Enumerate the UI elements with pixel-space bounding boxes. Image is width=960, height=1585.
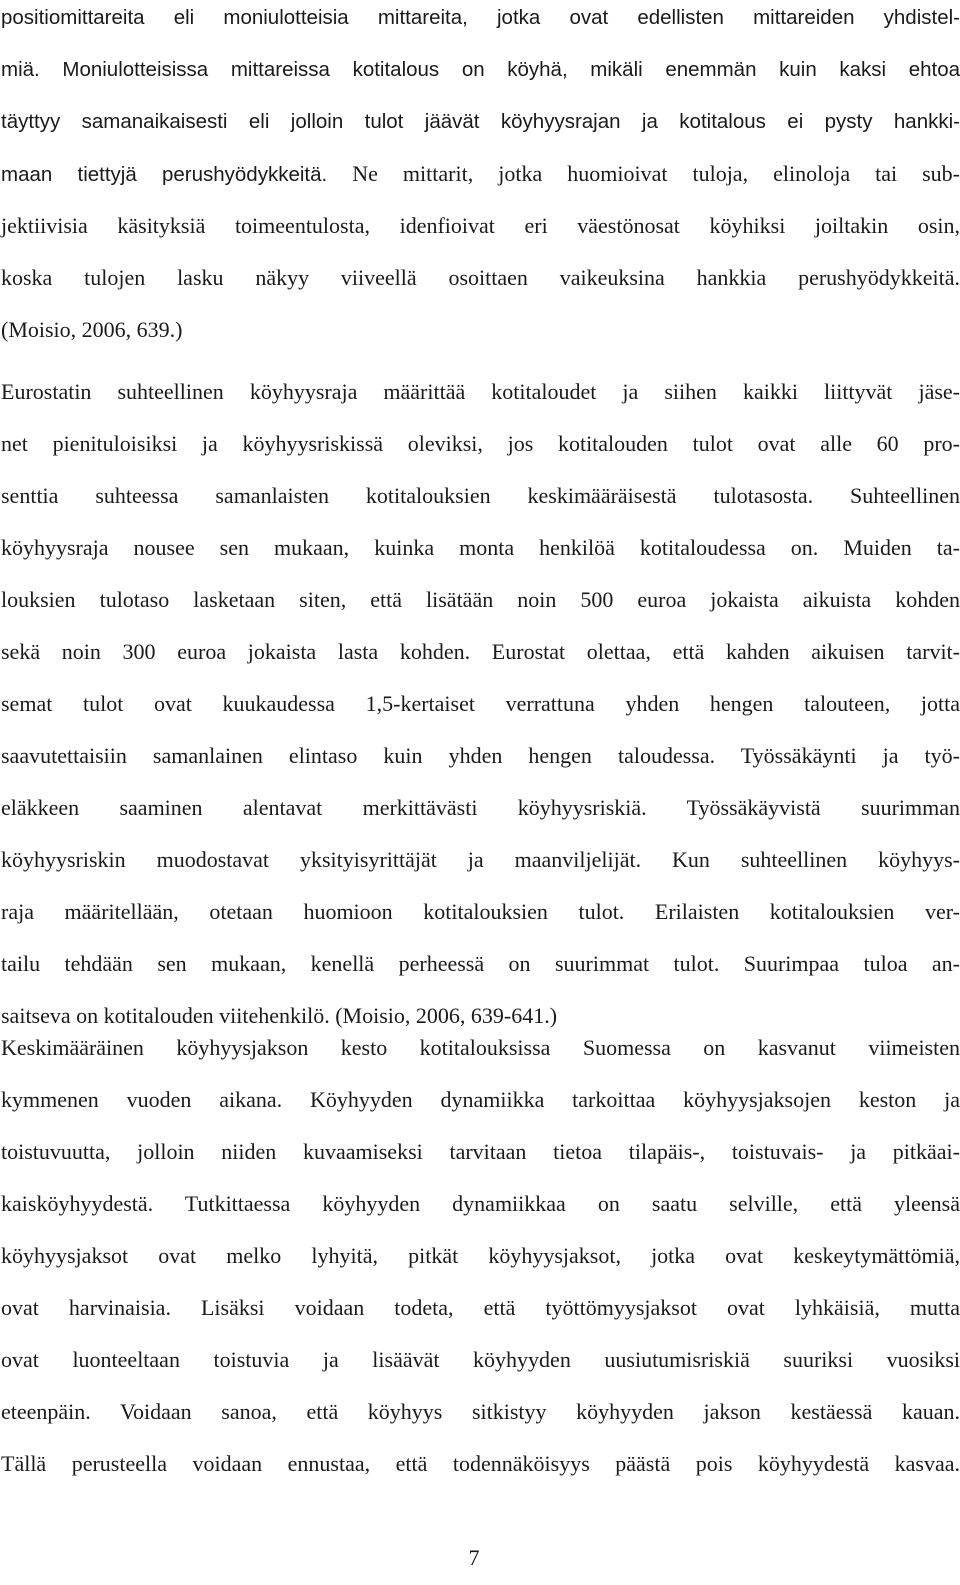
text-line: miä. Moniulotteisissa mittareissa kotitalous on köyhä, mikäli enemmän kuin kaksi ehtoa xyxy=(1,58,960,81)
text-line: saitseva on kotitalouden viitehenkilö. (Moisio, 2006, 639-641.) xyxy=(1,1003,558,1028)
text-line: köyhyysriskin muodostavat yksityisyrittäjät ja maanviljelijät. Kun suhteellinen köyhyys- xyxy=(1,847,960,872)
text-line: (Moisio, 2006, 639.) xyxy=(1,317,183,342)
text-line xyxy=(0,156,960,208)
text-run: maan tiettyjä perushyödykkeitä. xyxy=(1,163,328,186)
text-line: köyhyysjaksot ovat melko lyhyitä, pitkät köyhyysjaksot, jotka ovat keskeytymättömiä, xyxy=(1,1243,960,1268)
paragraph-3 xyxy=(0,1030,960,1498)
text-line: Eurostatin suhteellinen köyhyysraja määrittää kotitaloudet ja siihen kaikki liittyvät jäse- xyxy=(1,379,960,404)
text-line: sekä noin 300 euroa jokaista lasta kohden. Eurostat olettaa, että kahden aikuisen tarvit- xyxy=(1,639,960,664)
page-number: 7 xyxy=(468,1545,480,1570)
text-line: kymmenen vuoden aikana. Köyhyyden dynamiikka tarkoittaa köyhyysjaksojen keston ja xyxy=(1,1087,960,1112)
text-line: eteenpäin. Voidaan sanoa, että köyhyys sitkistyy köyhyyden jakson kestäessä kauan. xyxy=(1,1399,960,1424)
text-line: ovat harvinaisia. Lisäksi voidaan todeta, että työttömyysjaksot ovat lyhkäisiä, mutta xyxy=(1,1295,960,1320)
text-line: jektiivisia käsityksiä toimeentulosta, idenfioivat eri väestönosat köyhiksi joiltakin osin, xyxy=(1,213,960,238)
text-line: net pienituloisiksi ja köyhyysriskissä oleviksi, jos kotitalouden tulot ovat alle 60 pro- xyxy=(1,431,960,456)
paragraph-2 xyxy=(0,374,960,1050)
paragraph-1 xyxy=(0,0,960,364)
text-line: tailu tehdään sen mukaan, kenellä perheessä on suurimmat tulot. Suurimpaa tuloa an- xyxy=(1,951,960,976)
text-line: louksien tulotaso lasketaan siten, että lisätään noin 500 euroa jokaista aikuista kohden xyxy=(1,587,960,612)
text-line: raja määritellään, otetaan huomioon kotitalouksien tulot. Erilaisten kotitalouksien ver- xyxy=(1,899,960,924)
text-line: Keskimääräinen köyhyysjakson kesto kotitalouksissa Suomessa on kasvanut viimeisten xyxy=(1,1035,960,1060)
text-line: ovat luonteeltaan toistuvia ja lisäävät köyhyyden uusiutumisriskiä suuriksi vuosiksi xyxy=(1,1347,960,1372)
text-line: saavutettaisiin samanlainen elintaso kuin yhden hengen taloudessa. Työssäkäynti ja työ- xyxy=(1,743,960,768)
text-line: täyttyy samanaikaisesti eli jolloin tulot jäävät köyhyysrajan ja kotitalous ei pysty hankki- xyxy=(1,110,960,133)
text-line: kaisköyhyydestä. Tutkittaessa köyhyyden dynamiikkaa on saatu selville, että yleensä xyxy=(1,1191,960,1216)
text-line: köyhyysraja nousee sen mukaan, kuinka monta henkilöä kotitaloudessa on. Muiden ta- xyxy=(1,535,960,560)
text-line: Tällä perusteella voidaan ennustaa, että todennäköisyys päästä pois köyhyydestä kasvaa. xyxy=(1,1451,960,1476)
text-line: eläkkeen saaminen alentavat merkittävästi köyhyysriskiä. Työssäkäyvistä suurimman xyxy=(1,795,960,820)
text-line: positiomittareita eli moniulotteisia mittareita, jotka ovat edellisten mittareiden yhdistel- xyxy=(1,6,960,29)
text-line: senttia suhteessa samanlaisten kotitalouksien keskimääräisestä tulotasosta. Suhteellinen xyxy=(1,483,960,508)
text-run: Ne mittarit, jotka huomioivat tuloja, elinoloja tai sub- xyxy=(327,161,960,186)
text-line: semat tulot ovat kuukaudessa 1,5-kertaiset verrattuna yhden hengen talouteen, jotta xyxy=(1,691,960,716)
text-line: toistuvuutta, jolloin niiden kuvaamiseksi tarvitaan tietoa tilapäis-, toistuvais- ja pitkäai- xyxy=(1,1139,960,1164)
text-line: koska tulojen lasku näkyy viiveellä osoittaen vaikeuksina hankkia perushyödykkeitä. xyxy=(1,265,960,290)
